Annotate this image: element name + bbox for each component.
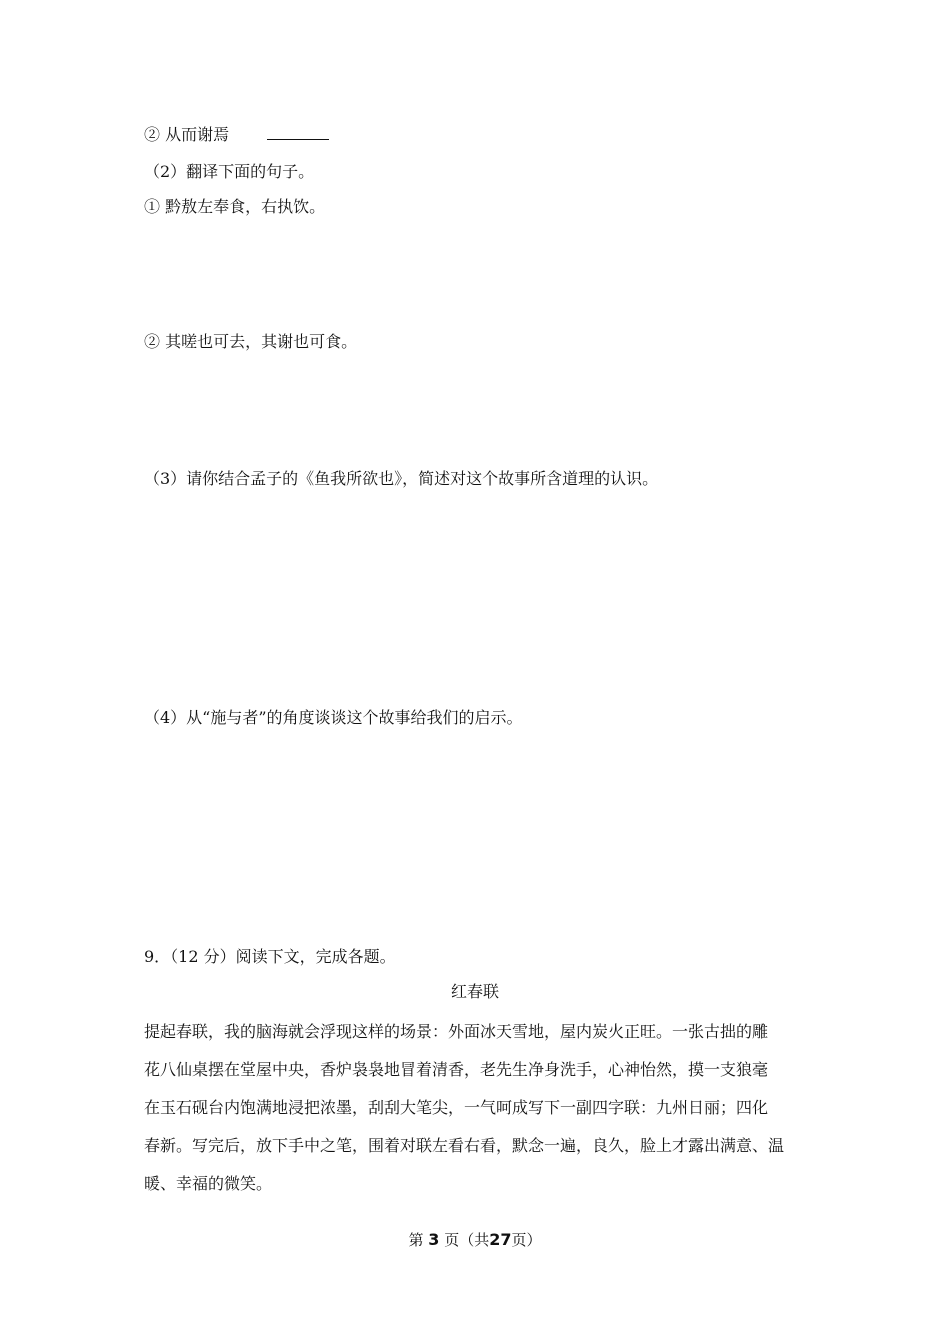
sentence-2: ② 其嗟也可去，其谢也可食。 — [144, 332, 358, 351]
article-line: 提起春联，我的脑海就会浮现这样的场景：外面冰天雪地，屋内炭火正旺。一张古拙的雕 — [144, 1022, 769, 1041]
sub-question-word — [144, 125, 329, 145]
sub-question-word-text: ② 从而谢焉 — [144, 125, 230, 144]
article-line: 在玉石砚台内饱满地浸把浓墨，刮刮大笔尖，一气呵成写下一副四字联：九州日丽；四化 — [144, 1098, 769, 1117]
footer-prefix: 第 — [408, 1231, 424, 1249]
part-3-question: （3）请你结合孟子的《鱼我所欲也》，简述对这个故事所含道理的认识。 — [144, 469, 659, 488]
footer-middle: 页（共 — [444, 1231, 490, 1249]
sentence-1: ① 黔敖左奉食，右执饮。 — [144, 197, 326, 216]
article-title: 红春联 — [450, 982, 499, 1001]
article-line: 花八仙桌摆在堂屋中央，香炉袅袅地冒着清香，老先生净身洗手，心神怡然，摸一支狼毫 — [144, 1060, 769, 1079]
page-number: 3 — [428, 1230, 440, 1249]
article-paragraph — [144, 1013, 806, 1203]
question-9-heading: 9．（12 分）阅读下文，完成各题。 — [144, 947, 396, 966]
part-2-heading: （2）翻译下面的句子。 — [144, 162, 315, 181]
page-total: 27 — [489, 1230, 512, 1249]
part-4-question: （4）从“施与者”的角度谈谈这个故事给我们的启示。 — [144, 708, 523, 727]
page-footer — [0, 1230, 950, 1250]
footer-suffix: 页） — [511, 1231, 542, 1249]
answer-blank[interactable] — [267, 125, 329, 140]
article-line: 春新。写完后，放下手中之笔，围着对联左看右看，默念一遍，良久，脸上才露出满意、温 — [144, 1136, 785, 1155]
article-line: 暖、幸福的微笑。 — [144, 1174, 273, 1193]
